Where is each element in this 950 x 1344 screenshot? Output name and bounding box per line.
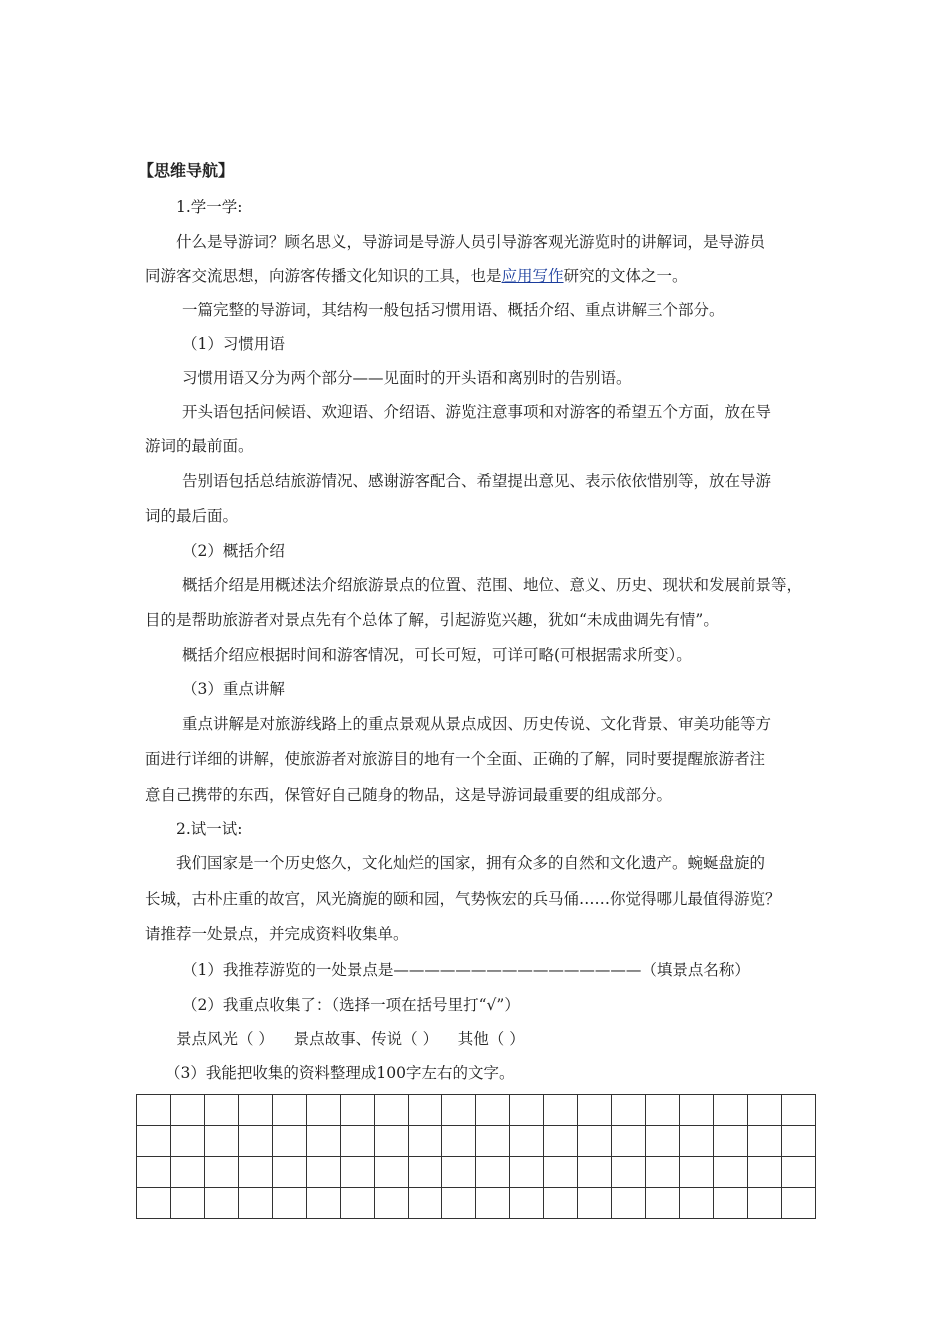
- paragraph-line: 什么是导游词？顾名思义，导游词是导游人员引导游客观光游览时的讲解词，是导游员: [176, 233, 766, 251]
- section2-title: 2.试一试:: [176, 820, 243, 838]
- applied-writing-link[interactable]: 应用写作: [501, 267, 564, 285]
- paragraph-line: 面进行详细的讲解，使旅游者对旅游目的地有一个全面、正确的了解，同时要提醒旅游者注: [145, 750, 766, 768]
- section-heading: 【思维导航】: [138, 161, 235, 180]
- paragraph-line: 重点讲解是对旅游线路上的重点景观从景点成因、历史传说、文化背景、审美功能等方: [182, 715, 772, 733]
- question-write-summary: （3）我能把收集的资料整理成100字左右的文字。: [165, 1064, 515, 1082]
- grid-row: [137, 1188, 816, 1219]
- paragraph-text: 研究的文体之一。: [563, 267, 688, 285]
- paragraph-line: 我们国家是一个历史悠久，文化灿烂的国家，拥有众多的自然和文化遗产。蜿蜒盘旋的: [176, 854, 766, 872]
- grid-row: [137, 1126, 816, 1157]
- paragraph-line: 开头语包括问候语、欢迎语、介绍语、游览注意事项和对游客的希望五个方面，放在导: [182, 403, 772, 421]
- subheading-habitual-phrases: （1）习惯用语: [182, 335, 285, 353]
- paragraph-line: 概括介绍应根据时间和游客情况，可长可短，可详可略(可根据需求所变）。: [182, 646, 692, 664]
- paragraph-line: 概括介绍是用概述法介绍旅游景点的位置、范围、地位、意义、历史、现状和发展前景等，: [182, 576, 803, 594]
- paragraph-text: 同游客交流思想，向游客传播文化知识的工具，也是: [145, 267, 502, 285]
- writing-grid: [136, 1094, 816, 1219]
- paragraph-line: 长城，古朴庄重的故宫，风光旖旎的颐和园，气势恢宏的兵马俑……你觉得哪儿最值得游览？: [145, 890, 781, 908]
- paragraph-line: 习惯用语又分为两个部分——见面时的开头语和离别时的告别语。: [182, 369, 632, 387]
- paragraph-line: 目的是帮助旅游者对景点先有个总体了解，引起游览兴趣，犹如“未成曲调先有情”。: [145, 611, 719, 629]
- paragraph-line: 一篇完整的导游词，其结构一般包括习惯用语、概括介绍、重点讲解三个部分。: [182, 301, 725, 319]
- paragraph-line: 词的最后面。: [145, 507, 239, 525]
- paragraph-line: [145, 265, 688, 287]
- paragraph-line: 告别语包括总结旅游情况、感谢游客配合、希望提出意见、表示依依惜别等，放在导游: [182, 472, 772, 490]
- paragraph-line: 请推荐一处景点，并完成资料收集单。: [145, 925, 409, 943]
- grid-row: [137, 1095, 816, 1126]
- grid-row: [137, 1157, 816, 1188]
- paragraph-line: 游词的最前面。: [145, 437, 254, 455]
- subheading-key-explanation: （3）重点讲解: [182, 680, 285, 698]
- question-collected-focus: （2）我重点收集了：（选择一项在括号里打“√”）: [182, 996, 520, 1014]
- question-recommend-spot: （1）我推荐游览的一处景点是————————————————（填景点名称）: [182, 961, 750, 979]
- subheading-overview: （2）概括介绍: [182, 542, 285, 560]
- paragraph-line: 意自己携带的东西，保管好自己随身的物品，这是导游词最重要的组成部分。: [145, 786, 673, 804]
- section1-title: 1.学一学:: [176, 198, 243, 216]
- question-options: 景点风光（ ） 景点故事、传说（ ） 其他（ ）: [176, 1030, 525, 1048]
